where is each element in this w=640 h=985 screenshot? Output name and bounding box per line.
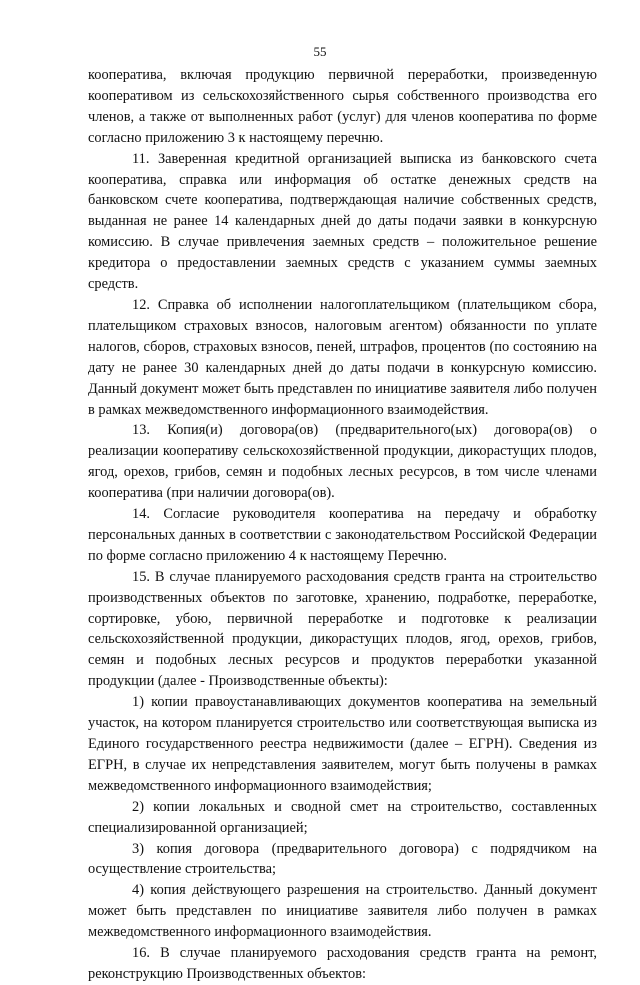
page-number: 55 [313, 44, 327, 59]
paragraph-item-16: 16. В случае планируемого расходования средств гранта на ремонт, реконструкцию Производственных объектов: [88, 945, 597, 982]
paragraph-item-11: 11. Заверенная кредитной организацией выписка из банковского счета кооператива, справка или информация об остатке денежных средств на банковском счете кооператива, подтверждающая наличие собственных средств, выданная не ранее 14 календарных дней до даты подачи заявки в конкурсную комиссию. В случае привлечения заемных средств – положительное решение кредитора о предоставлении заемных средств с указанием суммы заемных средств. [88, 150, 597, 293]
paragraph-subitem-15-2: 2) копии локальных и сводной смет на строительство, составленных специализированной организацией; [88, 798, 597, 836]
paragraph-item-14: 14. Согласие руководителя кооператива на передачу и обработку персональных данных в соответствии с законодательством Российской Федерации по форме согласно приложению 4 к настоящему Перечню. [88, 506, 597, 564]
paragraph-item-12: 12. Справка об исполнении налогоплательщиком (плательщиком сбора, плательщиком страховых взносов, налоговым агентом) обязанности по уплате налогов, сборов, страховых взносов, пеней, штрафов, процентов (по состоянию на дату не ранее 30 календарных дней до даты подачи в конкурсную комиссию. Данный документ может быть представлен по инициативе заявителя либо получен в рамках межведомственного информационного взаимодействия. [88, 296, 597, 418]
paragraph-continuation: кооператива, включая продукцию первичной переработки, произведенную кооперативом из сельскохозяйственного сырья собственного производства его членов, а также от выполненных работ (услуг) для членов кооператива по форме согласно приложению 3 к настоящему перечню. [88, 67, 597, 146]
paragraph-subitem-15-4: 4) копия действующего разрешения на строительство. Данный документ может быть представлен по инициативе заявителя либо получен в рамках межведомственного информационного взаимодействия. [88, 882, 597, 941]
paragraph-subitem-15-1: 1) копии правоустанавливающих документов кооператива на земельный участок, на котором планируется строительство или соответствующая выписка из Единого государственного реестра недвижимости (далее – ЕГРН). Сведения из ЕГРН, в случае их непредставления заявителем, могут быть получены в рамках межведомственного информационного взаимодействия; [88, 694, 597, 794]
paragraph-subitem-15-3: 3) копия договора (предварительного договора) с подрядчиком на осуществление строительства; [88, 840, 597, 878]
paragraph-item-13: 13. Копия(и) договора(ов) (предварительного(ых) договора(ов) о реализации кооперативу сельскохозяйственной продукции, дикорастущих плодов, ягод, орехов, грибов, семян и подобных лесных ресурсов, в том числе членами кооператива (при наличии договора(ов). [88, 422, 597, 502]
body-text [88, 65, 597, 985]
paragraph-item-15: 15. В случае планируемого расходования средств гранта на строительство производственных объектов по заготовке, хранению, подработке, переработке, сортировке, убою, первичной переработке и подготовке к реализации сельскохозяйственной продукции, дикорастущих плодов, ягод, орехов, грибов, семян и подобных лесных ресурсов и продуктов переработки указанной продукции (далее - Производственные объекты): [88, 568, 597, 690]
